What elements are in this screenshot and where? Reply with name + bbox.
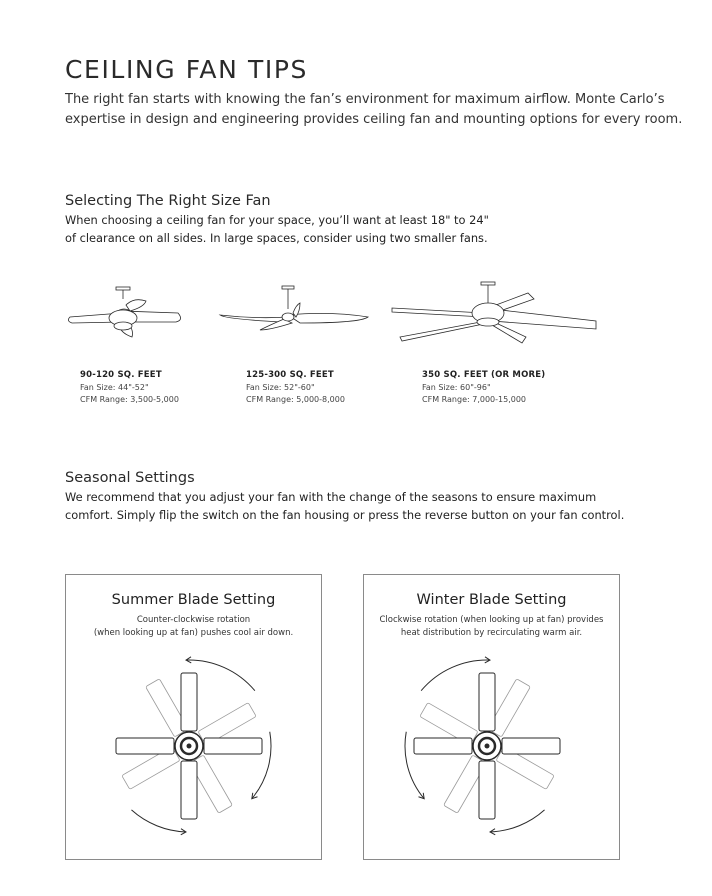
- fan-size-illustrations: [60, 275, 620, 355]
- rotation-arc: [131, 810, 186, 832]
- medium-fan-illustration: [220, 286, 368, 330]
- fan-hub-center: [485, 744, 490, 749]
- size-section-text: [65, 211, 489, 247]
- size-section-heading: Selecting The Right Size Fan: [65, 193, 271, 209]
- winter-desc-line: Clockwise rotation (when looking up at fan) provides: [379, 615, 604, 625]
- fan-blade: [181, 761, 197, 819]
- fan-blade: [479, 673, 495, 731]
- winter-setting-card: [363, 574, 620, 860]
- fan-spec-title: 125-300 SQ. FEET: [246, 370, 334, 380]
- fan-spec-cfm: CFM Range: 3,500-5,000: [80, 395, 179, 404]
- winter-rotation-diagram: [384, 650, 599, 850]
- fan-spec-cfm: CFM Range: 5,000-8,000: [246, 395, 345, 404]
- rotation-arc: [490, 810, 545, 832]
- fan-spec-size: Fan Size: 60"-96": [422, 382, 491, 392]
- fan-blade: [204, 738, 262, 754]
- summer-description: [70, 614, 317, 639]
- fan-blade: [116, 738, 174, 754]
- summer-desc-line: (when looking up at fan) pushes cool air down.: [93, 627, 294, 638]
- fan-blade: [181, 673, 197, 731]
- intro-line: The right fan starts with knowing the fan’s environment for maximum airflow. Monte Carlo’s: [65, 92, 665, 107]
- fan-spec-title: 90-120 SQ. FEET: [80, 370, 162, 380]
- seasonal-section-heading: Seasonal Settings: [65, 470, 195, 486]
- fan-spec-medium: [246, 369, 345, 407]
- seasonal-section-text: [65, 488, 624, 524]
- fan-blade: [414, 738, 472, 754]
- page-title: CEILING FAN TIPS: [65, 55, 308, 84]
- summer-desc-line: Counter-clockwise rotation: [136, 615, 251, 625]
- small-fan-illustration: [68, 287, 180, 337]
- seasonal-text-line: comfort. Simply flip the switch on the fan housing or press the reverse button on your fan control.: [65, 508, 625, 522]
- fan-blade: [502, 738, 560, 754]
- size-text-line: of clearance on all sides. In large spaces, consider using two smaller fans.: [65, 231, 488, 245]
- fan-blade: [479, 761, 495, 819]
- fan-spec-small: [80, 369, 179, 407]
- summer-setting-card: [65, 574, 322, 860]
- fan-hub-center: [187, 744, 192, 749]
- winter-description: [368, 614, 615, 639]
- fan-spec-cfm: CFM Range: 7,000-15,000: [422, 395, 527, 404]
- fan-spec-large: [422, 369, 545, 407]
- seasonal-text-line: We recommend that you adjust your fan with the change of the seasons to ensure maximum: [65, 490, 597, 504]
- fan-spec-size: Fan Size: 52"-60": [246, 382, 315, 392]
- summer-rotation-diagram: [86, 650, 301, 850]
- fan-spec-size: Fan Size: 44"-52": [80, 382, 149, 392]
- summer-title: Summer Blade Setting: [111, 592, 276, 608]
- size-text-line: When choosing a ceiling fan for your space, you’ll want at least 18" to 24": [65, 213, 489, 227]
- fan-spec-title: 350 SQ. FEET (OR MORE): [422, 370, 546, 380]
- intro-line: expertise in design and engineering provides ceiling fan and mounting options for every room.: [65, 112, 683, 127]
- winter-title: Winter Blade Setting: [416, 592, 567, 608]
- intro-text: [65, 90, 685, 130]
- winter-desc-line: heat distribution by recirculating warm air.: [400, 627, 583, 638]
- large-fan-illustration: [392, 282, 596, 343]
